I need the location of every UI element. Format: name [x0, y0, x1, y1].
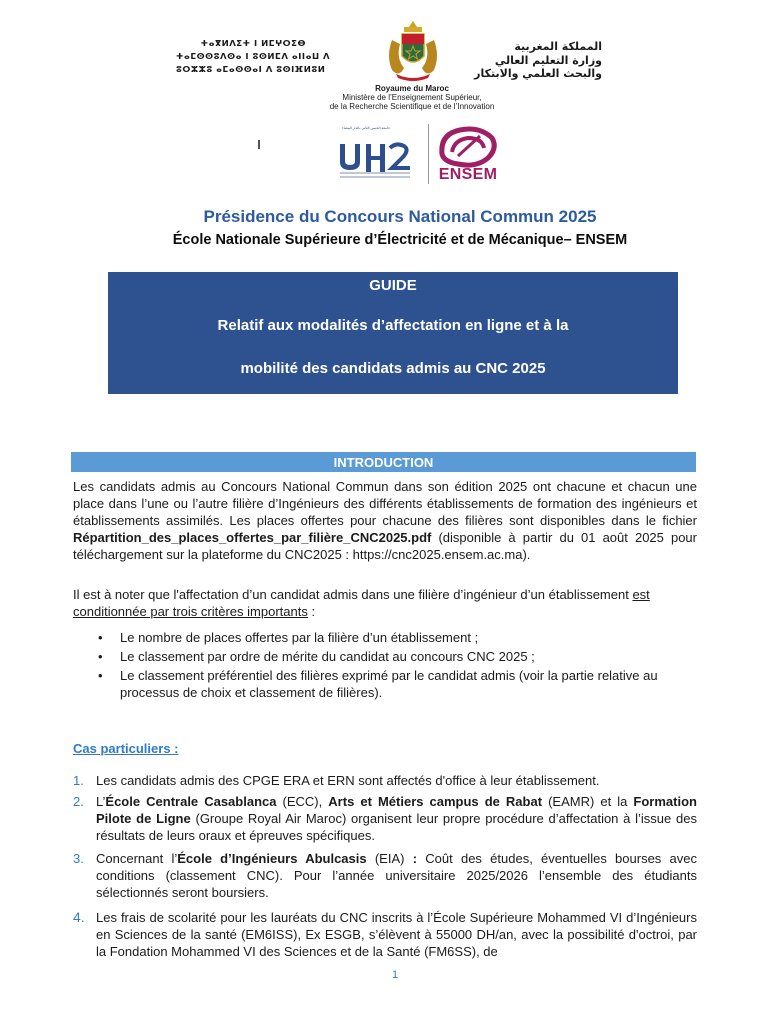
kingdom-label: Royaume du Maroc — [375, 84, 449, 93]
logo-separator — [428, 124, 429, 184]
item-text-part: Coût des études, éventuelles bourses avec conditions (classement CNC). Pour l’année universitaire 2025/2026 l’ensemble des étudiants sélectionnés seront boursiers. — [96, 851, 697, 900]
guide-banner — [108, 272, 678, 394]
divider-mark — [258, 140, 260, 149]
item-text: Les frais de scolarité pour les lauréats du CNC inscrits à l’École Supérieure Mohammed VI d’Ingénieurs en Sciences de la santé (EM6ISS), Ex ESGB, s’élèvent à 55000 DH/an, avec la possibilité d'octroi, par la Fondation Mohammed VI des Sciences et de la Santé (FM6SS), de — [96, 910, 697, 959]
intro-text: Les candidats admis au Concours National Commun dans son édition 2025 ont chacune et chacun une place dans l’une ou l’autre filière d’Ingénieurs des différents établissements de formation des ingénieurs et établissements assimilés. Les places offertes pour chacune des filières sont disponibles dans le fichier — [73, 479, 697, 528]
arabic-header — [474, 40, 602, 81]
school-subtitle: École Nationale Supérieure d’Électricité et de Mécanique– ENSEM — [172, 232, 628, 248]
list-item — [96, 629, 696, 646]
criteria-emphasis: est conditionnée par trois critères importants — [73, 587, 650, 619]
item-number: 4. — [73, 909, 85, 925]
item-text — [96, 850, 697, 901]
criteria-text: : — [307, 604, 316, 619]
file-name: Répartition_des_places_offertes_par_filière_CNC2025.pdf — [73, 530, 432, 545]
item-text-part: Concernant l’ — [96, 851, 178, 866]
list-item — [96, 648, 696, 665]
list-item — [96, 667, 696, 701]
page-title: Présidence du Concours National Commun 2025 — [203, 207, 597, 226]
ensem-logo-text: ENSEM — [438, 166, 498, 183]
bullet-text: Le nombre de places offertes par la filière d’un établissement ; — [120, 630, 479, 645]
moroccan-coat-of-arms-logo — [382, 18, 444, 84]
bullet-text: Le classement préférentiel des filières exprimé par le candidat admis (voir la partie relative au processus de choix et classement de filières). — [120, 668, 658, 700]
bullet-icon: • — [98, 630, 103, 645]
special-cases-heading: Cas particuliers : — [73, 741, 179, 756]
ensem-logo — [436, 124, 498, 170]
guide-title: GUIDE — [369, 277, 417, 294]
intro-text: (disponible à partir du 01 août 2025 pour téléchargement sur la plateforme du CNC2025 : https://cnc2025.ensem.ac.ma). — [73, 530, 697, 562]
item-text-part: (EAMR) et la — [542, 794, 634, 809]
arabic-line: والبحث العلمي والابتكار — [474, 67, 602, 80]
item-text-part: : — [412, 851, 418, 866]
bullet-text: Le classement par ordre de mérite du candidat au concours CNC 2025 ; — [120, 649, 535, 664]
school-name: Arts et Métiers campus de Rabat — [328, 794, 543, 809]
arabic-line: المملكة المغربية — [514, 40, 602, 53]
bullet-icon: • — [98, 649, 103, 664]
intro-paragraph — [73, 478, 697, 563]
item-number: 1. — [73, 773, 84, 788]
tifinagh-header — [176, 38, 331, 77]
school-name: École d’Ingénieurs Abulcasis — [177, 851, 367, 866]
tifinagh-line: ⵜⴰⵎⵙⵙⵓⴷⵙⴰ ⵏ ⵓⵙⵍⵎⴷ ⴰⵏⵏⴰⵡ ⴷ — [176, 52, 331, 62]
tifinagh-line: ⵜⴰⴳⵍⴷⵉⵜ ⵏ ⵍⵎⵖⵔⵉⴱ — [200, 39, 306, 49]
item-text: Les candidats admis des CPGE ERA et ERN sont affectés d'office à leur établissement. — [96, 773, 600, 788]
guide-subtitle-line: Relatif aux modalités d’affectation en ligne et à la — [217, 317, 569, 334]
bullet-icon: • — [98, 668, 103, 683]
item-number: 2. — [73, 794, 84, 809]
guide-subtitle-line: mobilité des candidats admis au CNC 2025 — [240, 360, 546, 377]
school-name: École Centrale Casablanca — [105, 794, 277, 809]
item-text — [96, 793, 697, 844]
ministry-line: Ministère de l’Enseignement Supérieur, — [342, 93, 482, 102]
criteria-paragraph — [73, 586, 697, 620]
ministry-block — [250, 84, 574, 111]
ministry-line: de la Recherche Scientifique et de l’Innovation — [329, 102, 495, 111]
university-tagline: جامعة الحسن الثاني بالدار البيضاء — [342, 126, 391, 130]
criteria-list — [96, 629, 696, 703]
page-number: 1 — [392, 969, 399, 981]
school-name: Formation Pilote de Ligne — [96, 794, 697, 826]
item-text-part: (Groupe Royal Air Maroc) organisent leur propre procédure d’affectation à l’issue des résultats de leurs oraux et épreuves spécifiques. — [96, 811, 697, 843]
tifinagh-line: ⵓⵔⵣⵣⵓ ⴰⵎⴰⵙⵙⴰⵏ ⴷ ⵓⵙⵏⴼⵍⵓⵍ — [176, 65, 326, 75]
arabic-line: وزارة التعليم العالي — [494, 53, 602, 67]
university-hassan-ii-logo — [336, 124, 416, 182]
item-text-part: (EIA) — [366, 851, 413, 866]
introduction-heading: INTRODUCTION — [71, 452, 696, 472]
criteria-text: Il est à noter que l'affectation d’un candidat admis dans une filière d’ingénieur d’un établissement — [73, 587, 633, 602]
item-text-part: (ECC), — [276, 794, 329, 809]
item-number: 3. — [73, 851, 84, 866]
item-text-part: L’ — [96, 794, 106, 809]
